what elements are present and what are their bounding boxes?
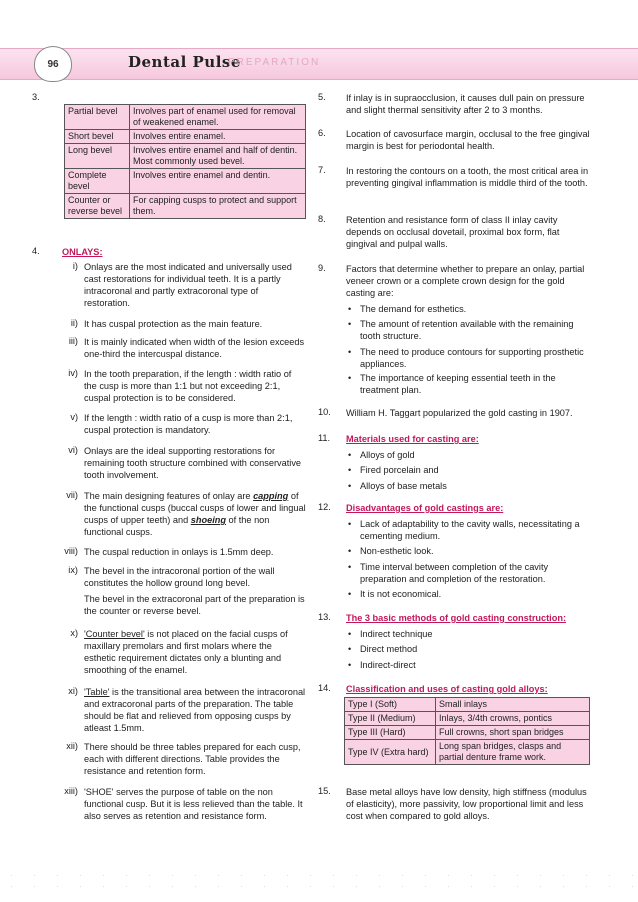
onlay-item-text — [84, 368, 306, 404]
q11-number: 11. — [318, 433, 331, 443]
q8-text: Retention and resistance form of class II inlay cavity depends on occlusal dovetail, proximal box form, flat gingival and pulpal walls. — [346, 215, 560, 249]
q11-heading: Materials used for casting are: — [346, 434, 479, 444]
text-extra: The bevel in the extracoronal part of the preparation is the counter or reverse bevel. — [84, 594, 305, 616]
q9-bullet: • The amount of retention available with the remaining tooth structure. — [360, 318, 590, 342]
onlay-item-number: xii) — [66, 741, 78, 751]
q13-number: 13. — [318, 612, 331, 622]
q5-number: 5. — [318, 92, 326, 102]
text-part: is not placed on the facial cusps of maxillary premolars and first molars where the esthetic requirement dictates only a blunting and smoothing of the enamel. — [84, 629, 288, 675]
q14-heading: Classification and uses of casting gold alloys: — [346, 684, 548, 694]
q3-number: 3. — [32, 92, 40, 102]
text-part: There should be three tables prepared for each cusp, each with different directions. Table provides the resistance and retention form. — [84, 742, 301, 776]
book-title: Dental Pulse — [128, 53, 241, 71]
text-part: The bevel in the intracoronal portion of the wall constitutes the hollow ground long bevel. — [84, 566, 275, 588]
text-part: In the tooth preparation, if the length : width ratio of the cusp is more than 1:1 but not exceeding 2:1, cuspal protection is to be considered. — [84, 369, 292, 403]
text-part: It has cuspal protection as the main feature. — [84, 319, 263, 329]
bevel-type-cell: Partial bevel — [65, 105, 130, 130]
q12-bullet: • Non-esthetic look. — [360, 545, 590, 557]
alloy-type-cell: Type III (Hard) — [345, 726, 436, 740]
q11-bullet: • Alloys of gold — [360, 449, 590, 461]
text-part: is the transitional area between the intracoronal and extracoronal parts of the preparation. The table should be flat and relieved from opposing cusps by atleast 1.5mm. — [84, 687, 306, 733]
alloy-use-cell: Small inlays — [436, 698, 590, 712]
onlay-item-number: v) — [70, 412, 78, 422]
bevel-desc-cell: Involves entire enamel and dentin. — [130, 169, 306, 194]
onlays-heading: ONLAYS: — [62, 247, 103, 257]
q15-text: Base metal alloys have low density, high stiffness (modulus of elasticity), more passivity, low proportional limit and less cost when compared to gold alloys. — [346, 787, 587, 821]
alloy-use-cell: Long span bridges, clasps and partial denture frame work. — [436, 740, 590, 765]
onlay-item-number: ix) — [68, 565, 78, 575]
alloy-type-cell: Type II (Medium) — [345, 712, 436, 726]
onlay-item-text — [84, 318, 306, 330]
bevel-type-cell: Short bevel — [65, 130, 130, 144]
q6-text: Location of cavosurface margin, occlusal to the free gingival margin is best for periodontal health. — [346, 129, 590, 151]
bevel-type-cell: Counter or reverse bevel — [65, 194, 130, 219]
onlay-item-number: iv) — [68, 368, 78, 378]
bevel-desc-cell: Involves entire enamel. — [130, 130, 306, 144]
q15-number: 15. — [318, 786, 331, 796]
q12-number: 12. — [318, 502, 331, 512]
speckle-top — [0, 12, 638, 22]
text-part: If the length : width ratio of a cusp is more than 2:1, cuspal protection is mandatory. — [84, 413, 293, 435]
q13-heading: The 3 basic methods of gold casting construction: — [346, 613, 567, 623]
onlay-item-number: i) — [72, 261, 78, 271]
q9-bullet: • The importance of keeping essential teeth in the treatment plan. — [360, 372, 590, 396]
speckle-bottom — [0, 870, 638, 896]
q4-number: 4. — [32, 246, 40, 256]
onlay-item-text — [84, 336, 306, 360]
bevel-row — [65, 105, 306, 130]
q12-bullet: • Lack of adaptability to the cavity walls, necessitating a cementing medium. — [360, 518, 590, 542]
q7-number: 7. — [318, 165, 326, 175]
q13-bullet: • Indirect-direct — [360, 659, 590, 671]
bevel-desc-cell: Involves entire enamel and half of dentin. Most commonly used bevel. — [130, 144, 306, 169]
q9-number: 9. — [318, 263, 326, 273]
text-part: The main designing features of onlay are — [84, 491, 254, 501]
bevel-table — [64, 104, 306, 219]
onlay-item-text — [84, 565, 306, 617]
onlay-item-text — [84, 412, 306, 436]
bevel-row — [65, 130, 306, 144]
text-part: of the non functional cusps. — [84, 515, 270, 537]
q9-bullet: • The demand for esthetics. — [360, 303, 590, 315]
gold-alloy-row — [345, 740, 590, 765]
onlay-item-text — [84, 786, 306, 822]
q10-number: 10. — [318, 407, 331, 417]
text-part: of the functional cusps (buccal cusps of lower and lingual cusps of upper teeth) and — [84, 491, 306, 525]
q9-text: Factors that determine whether to prepare an onlay, partial veneer crown or a complete crown design for the gold casting are: — [346, 264, 585, 298]
q5-text: If inlay is in supraocclusion, it causes dull pain on pressure and slight thermal sensitivity after 2 to 3 months. — [346, 93, 585, 115]
onlay-item-number: iii) — [68, 336, 78, 346]
q7-text: In restoring the contours on a tooth, the most critical area in preventing gingival inflammation is middle third of the tooth. — [346, 166, 589, 188]
onlay-item-number: x) — [70, 628, 78, 638]
q8-number: 8. — [318, 214, 326, 224]
onlay-item-text — [84, 261, 306, 309]
alloy-use-cell: Full crowns, short span bridges — [436, 726, 590, 740]
text-part: It is mainly indicated when width of the lesion exceeds one-third the intercuspal distance. — [84, 337, 305, 359]
bevel-desc-cell: For capping cusps to protect and support them. — [130, 194, 306, 219]
q11-bullet: • Fired porcelain and — [360, 464, 590, 476]
quoted-term: 'Counter bevel' — [84, 629, 145, 639]
q12-bullet: • Time interval between completion of the cavity preparation and completion of the restoration. — [360, 561, 590, 585]
q6-number: 6. — [318, 128, 326, 138]
onlay-item-text — [84, 546, 306, 558]
q14-number: 14. — [318, 683, 331, 693]
bevel-desc-cell: Involves part of enamel used for removal of weakened enamel. — [130, 105, 306, 130]
gold-alloy-row — [345, 712, 590, 726]
onlay-item-number: xiii) — [64, 786, 78, 796]
q12-heading: Disadvantages of gold castings are: — [346, 503, 504, 513]
onlay-item-text — [84, 445, 306, 481]
onlay-item-number: ii) — [70, 318, 78, 328]
bevel-row — [65, 144, 306, 169]
gold-alloy-table — [344, 697, 590, 765]
alloy-type-cell: Type IV (Extra hard) — [345, 740, 436, 765]
gold-alloy-row — [345, 726, 590, 740]
onlay-item-number: vi) — [68, 445, 78, 455]
onlay-item-text — [84, 490, 306, 538]
page-number: 96 — [47, 58, 59, 70]
onlay-item-number: viii) — [64, 546, 78, 556]
bevel-type-cell: Long bevel — [65, 144, 130, 169]
page-header — [0, 48, 638, 78]
q13-bullet: • Indirect technique — [360, 628, 590, 640]
alloy-use-cell: Inlays, 3/4th crowns, pontics — [436, 712, 590, 726]
quoted-term: 'Table' — [84, 687, 110, 697]
capping-term: capping — [253, 491, 289, 501]
onlay-item-number: vii) — [66, 490, 78, 500]
q10-text: William H. Taggart popularized the gold casting in 1907. — [346, 408, 573, 418]
text-part: The cuspal reduction in onlays is 1.5mm deep. — [84, 547, 274, 557]
q13-bullet: • Direct method — [360, 643, 590, 655]
q12-bullet: • It is not economical. — [360, 588, 590, 600]
bevel-row — [65, 169, 306, 194]
text-part: 'SHOE' serves the purpose of table on the non functional cusp. But it is less relieved than the table. It also serves as retention and resistance form. — [84, 787, 303, 821]
onlay-item-text — [84, 628, 306, 676]
tooth-page-badge — [34, 46, 72, 82]
onlay-item-text — [84, 686, 306, 734]
text-part: Onlays are the ideal supporting restorations for remaining tooth structure combined with conservative tooth involvement. — [84, 446, 302, 480]
gold-alloy-row — [345, 698, 590, 712]
alloy-type-cell: Type I (Soft) — [345, 698, 436, 712]
bevel-row — [65, 194, 306, 219]
ghost-text: PREPARATION — [228, 57, 321, 68]
onlay-item-number: xi) — [68, 686, 78, 696]
text-part: Onlays are the most indicated and universally used cast restorations for individual teeth. It is a partly intracoronal and partly extracoronal type of restoration. — [84, 262, 292, 308]
bevel-type-cell: Complete bevel — [65, 169, 130, 194]
q11-bullet: • Alloys of base metals — [360, 480, 590, 492]
onlay-item-text — [84, 741, 306, 777]
q9-bullet: • The need to produce contours for supporting prosthetic appliances. — [360, 346, 590, 370]
shoeing-term: shoeing — [190, 515, 226, 525]
